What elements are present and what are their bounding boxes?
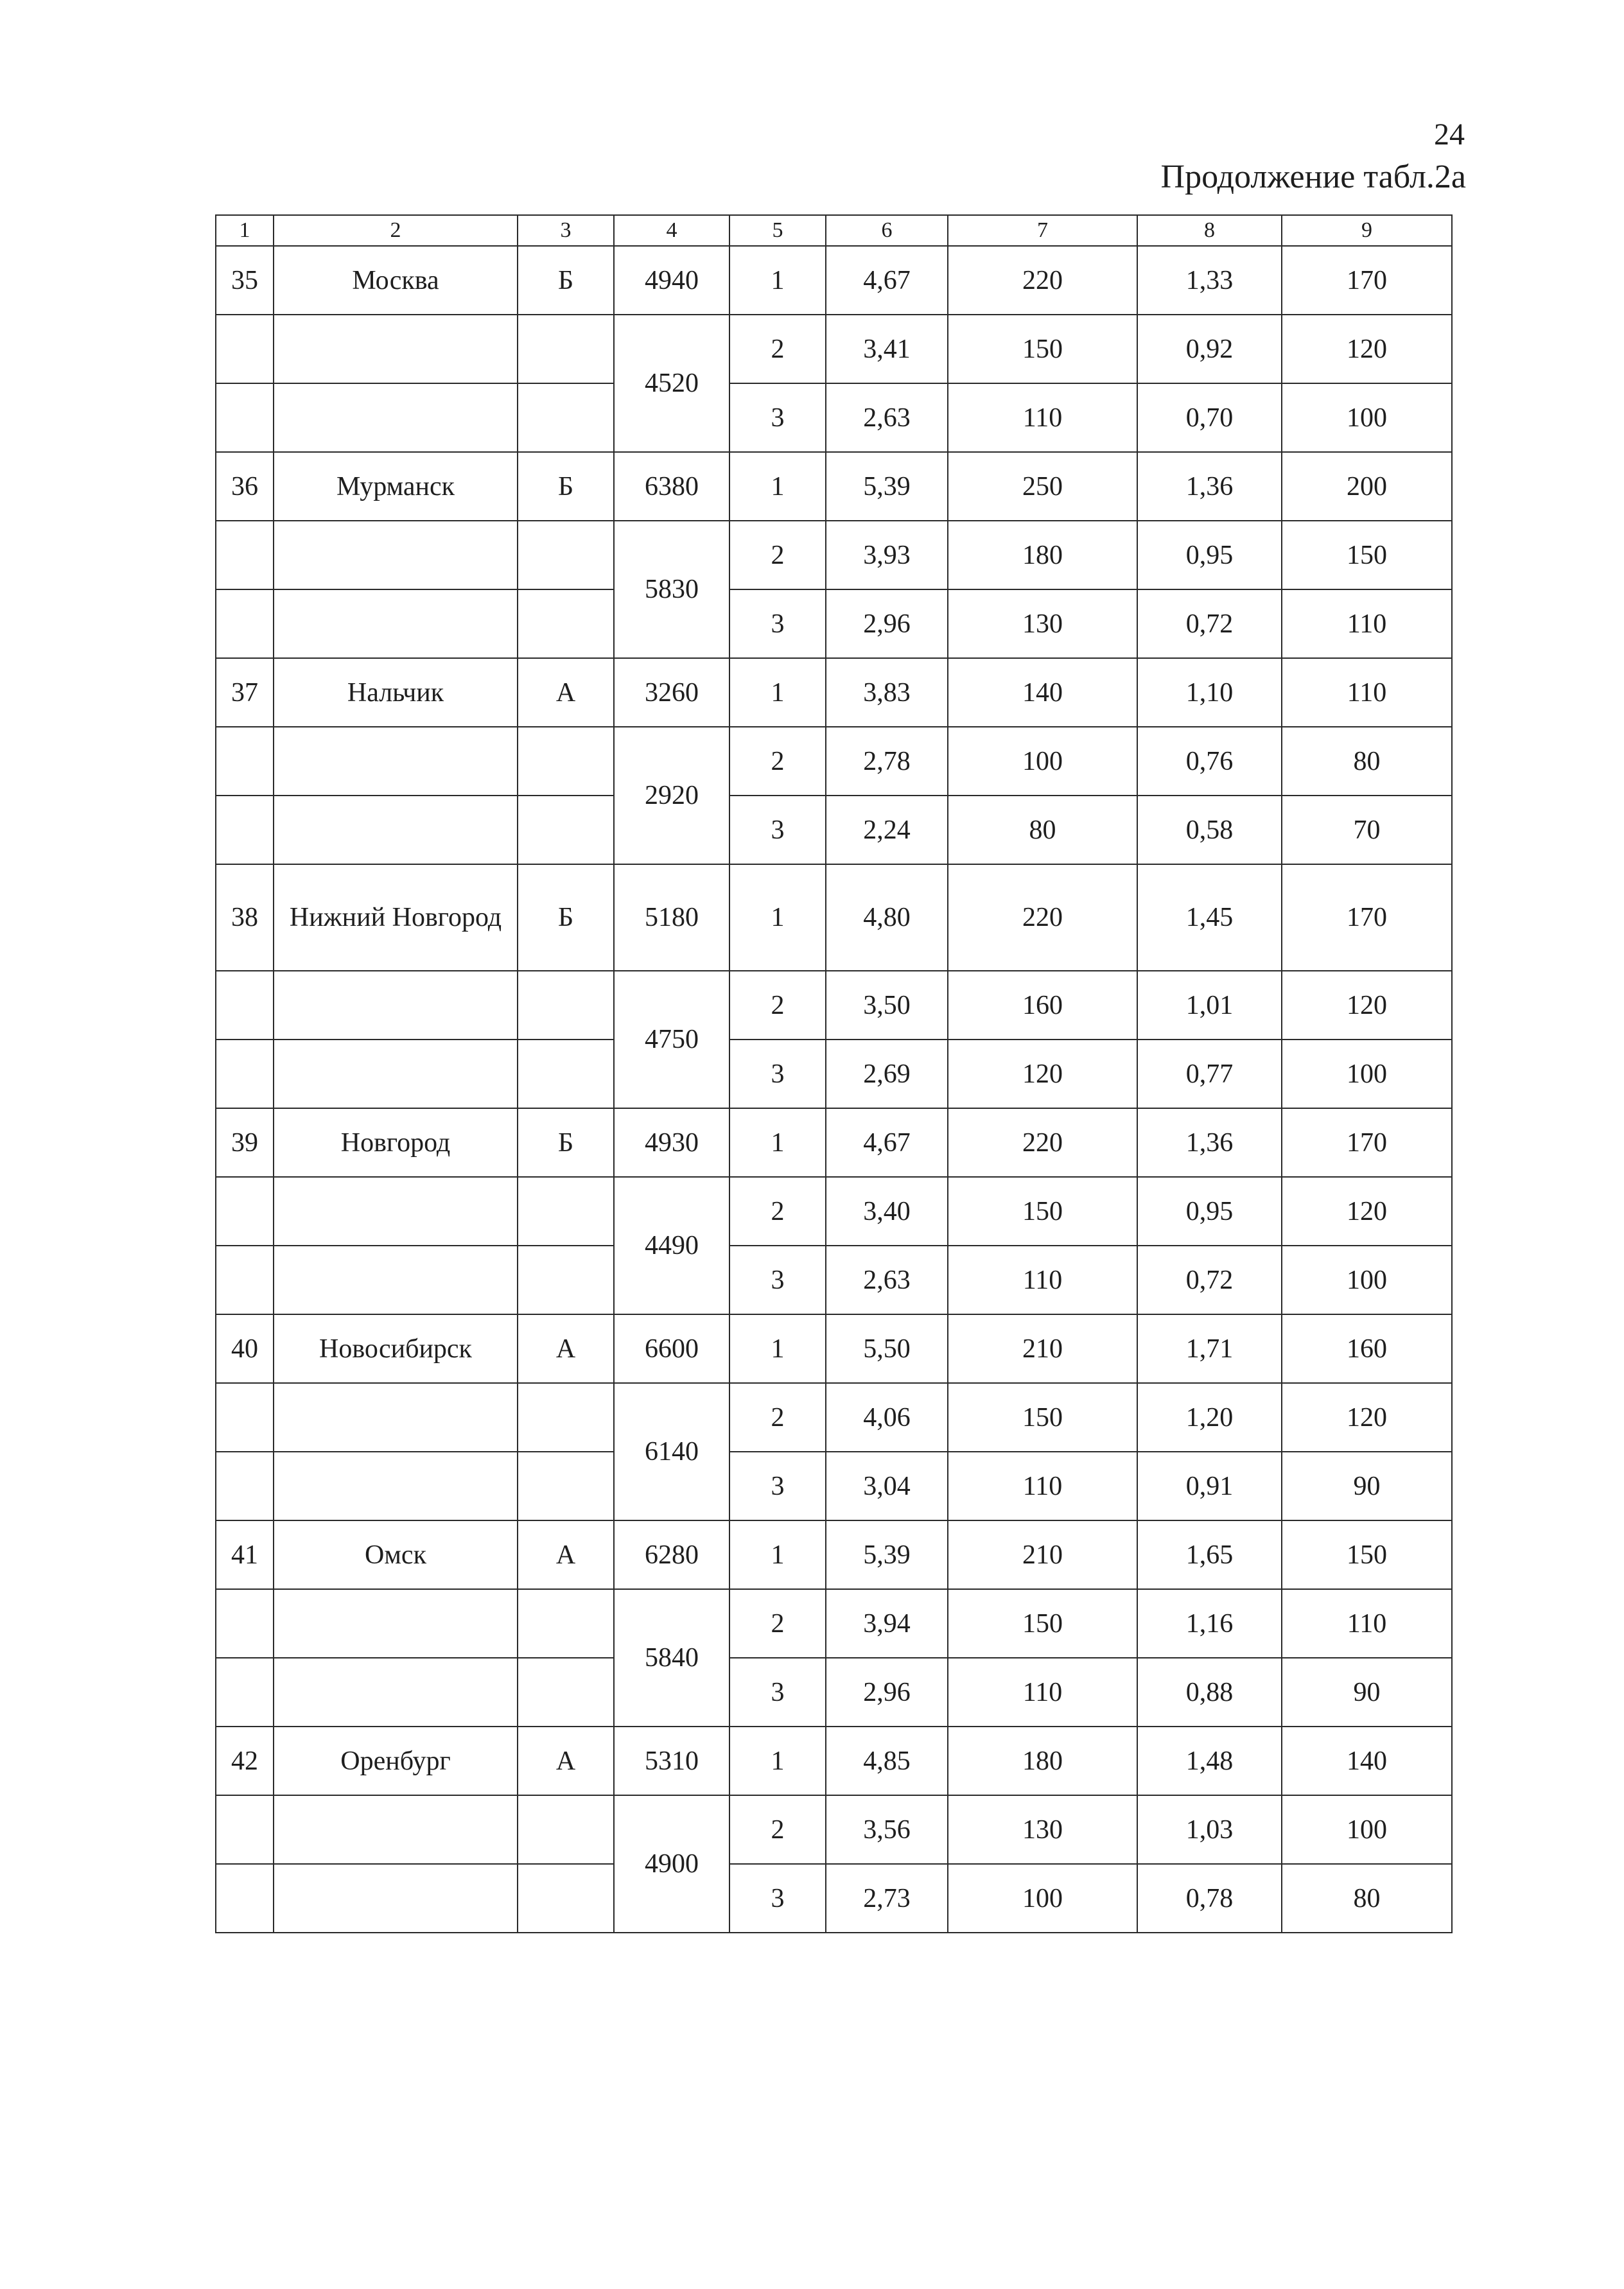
value-col4: 4520 xyxy=(614,315,729,452)
empty-cell xyxy=(274,1177,518,1246)
value-col7: 130 xyxy=(948,589,1137,658)
value-col9: 90 xyxy=(1282,1452,1452,1520)
value-col6: 4,06 xyxy=(826,1383,948,1452)
table-row xyxy=(216,971,1452,1040)
empty-cell xyxy=(518,796,614,864)
empty-cell xyxy=(274,796,518,864)
value-col5: 2 xyxy=(729,1589,826,1658)
value-col5: 2 xyxy=(729,1177,826,1246)
value-col7: 160 xyxy=(948,971,1137,1040)
empty-cell xyxy=(216,521,274,589)
empty-cell xyxy=(216,1452,274,1520)
table-row xyxy=(216,383,1452,452)
empty-cell xyxy=(216,1246,274,1314)
city-name: Мурманск xyxy=(274,452,518,521)
table-row xyxy=(216,658,1452,727)
table-row xyxy=(216,864,1452,971)
value-col4: 4490 xyxy=(614,1177,729,1314)
city-name: Новосибирск xyxy=(274,1314,518,1383)
value-col5: 1 xyxy=(729,246,826,315)
empty-cell xyxy=(518,1383,614,1452)
value-col9: 140 xyxy=(1282,1727,1452,1795)
value-col8: 0,76 xyxy=(1137,727,1282,796)
value-col7: 210 xyxy=(948,1314,1137,1383)
value-col4: 5310 xyxy=(614,1727,729,1795)
column-number: 3 xyxy=(518,215,614,246)
value-col7: 110 xyxy=(948,383,1137,452)
value-col7: 180 xyxy=(948,1727,1137,1795)
row-number: 42 xyxy=(216,1727,274,1795)
city-name: Омск xyxy=(274,1520,518,1589)
empty-cell xyxy=(518,1452,614,1520)
value-col6: 2,63 xyxy=(826,383,948,452)
column-number: 5 xyxy=(729,215,826,246)
value-col9: 110 xyxy=(1282,658,1452,727)
value-col8: 0,91 xyxy=(1137,1452,1282,1520)
value-col4: 4930 xyxy=(614,1108,729,1177)
empty-cell xyxy=(274,1589,518,1658)
empty-cell xyxy=(216,383,274,452)
value-col8: 0,95 xyxy=(1137,521,1282,589)
table-row xyxy=(216,246,1452,315)
value-col5: 3 xyxy=(729,1452,826,1520)
empty-cell xyxy=(274,383,518,452)
value-col9: 80 xyxy=(1282,727,1452,796)
value-col7: 250 xyxy=(948,452,1137,521)
value-col4: 4750 xyxy=(614,971,729,1108)
zone-letter: Б xyxy=(518,1108,614,1177)
empty-cell xyxy=(216,1383,274,1452)
row-number: 35 xyxy=(216,246,274,315)
zone-letter: А xyxy=(518,1520,614,1589)
table-row xyxy=(216,315,1452,383)
row-number: 38 xyxy=(216,864,274,971)
value-col8: 1,20 xyxy=(1137,1383,1282,1452)
value-col9: 200 xyxy=(1282,452,1452,521)
empty-cell xyxy=(216,1658,274,1727)
empty-cell xyxy=(518,1040,614,1108)
value-col7: 150 xyxy=(948,1589,1137,1658)
value-col5: 3 xyxy=(729,589,826,658)
table-row xyxy=(216,1246,1452,1314)
value-col4: 3260 xyxy=(614,658,729,727)
value-col8: 1,36 xyxy=(1137,1108,1282,1177)
value-col8: 0,88 xyxy=(1137,1658,1282,1727)
value-col4: 2920 xyxy=(614,727,729,864)
empty-cell xyxy=(518,1589,614,1658)
zone-letter: А xyxy=(518,1314,614,1383)
zone-letter: А xyxy=(518,658,614,727)
value-col9: 110 xyxy=(1282,1589,1452,1658)
value-col8: 1,45 xyxy=(1137,864,1282,971)
value-col4: 4940 xyxy=(614,246,729,315)
value-col6: 2,24 xyxy=(826,796,948,864)
value-col7: 120 xyxy=(948,1040,1137,1108)
value-col4: 6140 xyxy=(614,1383,729,1520)
value-col6: 4,67 xyxy=(826,246,948,315)
empty-cell xyxy=(216,727,274,796)
value-col6: 3,93 xyxy=(826,521,948,589)
value-col8: 0,70 xyxy=(1137,383,1282,452)
table-row xyxy=(216,1314,1452,1383)
value-col7: 80 xyxy=(948,796,1137,864)
value-col5: 2 xyxy=(729,1383,826,1452)
value-col8: 1,16 xyxy=(1137,1589,1282,1658)
value-col8: 0,77 xyxy=(1137,1040,1282,1108)
value-col5: 3 xyxy=(729,1040,826,1108)
value-col5: 1 xyxy=(729,864,826,971)
empty-cell xyxy=(216,796,274,864)
value-col8: 1,65 xyxy=(1137,1520,1282,1589)
value-col5: 2 xyxy=(729,971,826,1040)
value-col9: 90 xyxy=(1282,1658,1452,1727)
value-col9: 160 xyxy=(1282,1314,1452,1383)
value-col9: 120 xyxy=(1282,971,1452,1040)
table-row xyxy=(216,1177,1452,1246)
value-col6: 3,50 xyxy=(826,971,948,1040)
value-col5: 1 xyxy=(729,1314,826,1383)
row-number: 36 xyxy=(216,452,274,521)
empty-cell xyxy=(274,589,518,658)
empty-cell xyxy=(518,315,614,383)
value-col5: 1 xyxy=(729,1727,826,1795)
value-col4: 5840 xyxy=(614,1589,729,1727)
empty-cell xyxy=(518,383,614,452)
value-col7: 180 xyxy=(948,521,1137,589)
column-number: 4 xyxy=(614,215,729,246)
value-col8: 0,72 xyxy=(1137,1246,1282,1314)
value-col4: 4900 xyxy=(614,1795,729,1933)
value-col5: 1 xyxy=(729,1108,826,1177)
table-row xyxy=(216,796,1452,864)
value-col6: 3,56 xyxy=(826,1795,948,1864)
value-col9: 70 xyxy=(1282,796,1452,864)
value-col7: 150 xyxy=(948,1383,1137,1452)
value-col6: 2,96 xyxy=(826,589,948,658)
empty-cell xyxy=(518,1246,614,1314)
empty-cell xyxy=(518,521,614,589)
table-row xyxy=(216,1383,1452,1452)
value-col6: 4,67 xyxy=(826,1108,948,1177)
value-col8: 1,10 xyxy=(1137,658,1282,727)
value-col8: 1,33 xyxy=(1137,246,1282,315)
data-table xyxy=(215,214,1453,1933)
column-number: 2 xyxy=(274,215,518,246)
value-col8: 1,71 xyxy=(1137,1314,1282,1383)
city-name: Москва xyxy=(274,246,518,315)
value-col9: 150 xyxy=(1282,1520,1452,1589)
value-col4: 5830 xyxy=(614,521,729,658)
empty-cell xyxy=(274,1383,518,1452)
value-col5: 1 xyxy=(729,1520,826,1589)
value-col6: 3,94 xyxy=(826,1589,948,1658)
empty-cell xyxy=(216,315,274,383)
city-name: Новгород xyxy=(274,1108,518,1177)
empty-cell xyxy=(518,1864,614,1933)
empty-cell xyxy=(274,1795,518,1864)
empty-cell xyxy=(274,1864,518,1933)
value-col9: 120 xyxy=(1282,1383,1452,1452)
value-col7: 110 xyxy=(948,1246,1137,1314)
row-number: 37 xyxy=(216,658,274,727)
value-col6: 5,50 xyxy=(826,1314,948,1383)
table-row xyxy=(216,1727,1452,1795)
value-col6: 5,39 xyxy=(826,452,948,521)
value-col6: 3,41 xyxy=(826,315,948,383)
value-col9: 110 xyxy=(1282,589,1452,658)
empty-cell xyxy=(518,971,614,1040)
column-number: 8 xyxy=(1137,215,1282,246)
value-col6: 3,40 xyxy=(826,1177,948,1246)
value-col4: 5180 xyxy=(614,864,729,971)
value-col7: 130 xyxy=(948,1795,1137,1864)
empty-cell xyxy=(274,1040,518,1108)
table-row xyxy=(216,1452,1452,1520)
column-number-row xyxy=(216,215,1452,246)
value-col8: 0,58 xyxy=(1137,796,1282,864)
value-col9: 100 xyxy=(1282,1246,1452,1314)
empty-cell xyxy=(518,589,614,658)
table-row xyxy=(216,1864,1452,1933)
value-col7: 100 xyxy=(948,727,1137,796)
table-row xyxy=(216,1520,1452,1589)
empty-cell xyxy=(216,1589,274,1658)
value-col8: 1,03 xyxy=(1137,1795,1282,1864)
value-col9: 80 xyxy=(1282,1864,1452,1933)
zone-letter: А xyxy=(518,1727,614,1795)
empty-cell xyxy=(274,521,518,589)
value-col8: 1,01 xyxy=(1137,971,1282,1040)
value-col5: 3 xyxy=(729,796,826,864)
value-col6: 2,63 xyxy=(826,1246,948,1314)
empty-cell xyxy=(216,1177,274,1246)
value-col9: 120 xyxy=(1282,1177,1452,1246)
empty-cell xyxy=(274,1452,518,1520)
value-col7: 210 xyxy=(948,1520,1137,1589)
value-col7: 220 xyxy=(948,246,1137,315)
empty-cell xyxy=(518,1658,614,1727)
column-number: 1 xyxy=(216,215,274,246)
row-number: 39 xyxy=(216,1108,274,1177)
table-row xyxy=(216,727,1452,796)
value-col4: 6380 xyxy=(614,452,729,521)
value-col6: 4,85 xyxy=(826,1727,948,1795)
value-col7: 110 xyxy=(948,1452,1137,1520)
column-number: 7 xyxy=(948,215,1137,246)
row-number: 40 xyxy=(216,1314,274,1383)
value-col4: 6280 xyxy=(614,1520,729,1589)
table-row xyxy=(216,1108,1452,1177)
value-col9: 170 xyxy=(1282,864,1452,971)
value-col7: 220 xyxy=(948,1108,1137,1177)
value-col6: 3,04 xyxy=(826,1452,948,1520)
row-number: 41 xyxy=(216,1520,274,1589)
value-col8: 1,48 xyxy=(1137,1727,1282,1795)
table-caption: Продолжение табл.2а xyxy=(1160,159,1466,195)
value-col5: 3 xyxy=(729,1658,826,1727)
empty-cell xyxy=(274,1658,518,1727)
value-col5: 2 xyxy=(729,1795,826,1864)
value-col5: 1 xyxy=(729,658,826,727)
value-col8: 0,78 xyxy=(1137,1864,1282,1933)
value-col7: 110 xyxy=(948,1658,1137,1727)
value-col7: 100 xyxy=(948,1864,1137,1933)
value-col6: 2,73 xyxy=(826,1864,948,1933)
value-col5: 2 xyxy=(729,521,826,589)
empty-cell xyxy=(274,727,518,796)
value-col5: 3 xyxy=(729,1864,826,1933)
empty-cell xyxy=(216,1040,274,1108)
empty-cell xyxy=(518,1177,614,1246)
empty-cell xyxy=(274,1246,518,1314)
value-col9: 120 xyxy=(1282,315,1452,383)
value-col6: 2,96 xyxy=(826,1658,948,1727)
column-number: 6 xyxy=(826,215,948,246)
empty-cell xyxy=(518,1795,614,1864)
table-row xyxy=(216,1040,1452,1108)
value-col8: 1,36 xyxy=(1137,452,1282,521)
value-col5: 3 xyxy=(729,1246,826,1314)
value-col8: 0,95 xyxy=(1137,1177,1282,1246)
table-row xyxy=(216,1589,1452,1658)
table-row xyxy=(216,452,1452,521)
city-name: Нижний Новгород xyxy=(274,864,518,971)
value-col7: 150 xyxy=(948,315,1137,383)
value-col7: 140 xyxy=(948,658,1137,727)
value-col9: 100 xyxy=(1282,1795,1452,1864)
empty-cell xyxy=(216,971,274,1040)
value-col5: 1 xyxy=(729,452,826,521)
value-col6: 2,78 xyxy=(826,727,948,796)
value-col6: 3,83 xyxy=(826,658,948,727)
value-col6: 2,69 xyxy=(826,1040,948,1108)
value-col9: 170 xyxy=(1282,246,1452,315)
value-col9: 100 xyxy=(1282,1040,1452,1108)
empty-cell xyxy=(274,971,518,1040)
city-name: Оренбург xyxy=(274,1727,518,1795)
city-name: Нальчик xyxy=(274,658,518,727)
value-col7: 150 xyxy=(948,1177,1137,1246)
value-col5: 3 xyxy=(729,383,826,452)
value-col8: 0,92 xyxy=(1137,315,1282,383)
value-col9: 170 xyxy=(1282,1108,1452,1177)
table-row xyxy=(216,589,1452,658)
empty-cell xyxy=(518,727,614,796)
value-col8: 0,72 xyxy=(1137,589,1282,658)
zone-letter: Б xyxy=(518,452,614,521)
table-row xyxy=(216,1658,1452,1727)
value-col7: 220 xyxy=(948,864,1137,971)
value-col9: 100 xyxy=(1282,383,1452,452)
value-col6: 5,39 xyxy=(826,1520,948,1589)
column-number: 9 xyxy=(1282,215,1452,246)
zone-letter: Б xyxy=(518,246,614,315)
value-col9: 150 xyxy=(1282,521,1452,589)
zone-letter: Б xyxy=(518,864,614,971)
value-col6: 4,80 xyxy=(826,864,948,971)
table-row xyxy=(216,521,1452,589)
value-col4: 6600 xyxy=(614,1314,729,1383)
value-col5: 2 xyxy=(729,727,826,796)
empty-cell xyxy=(216,1795,274,1864)
value-col5: 2 xyxy=(729,315,826,383)
empty-cell xyxy=(216,589,274,658)
empty-cell xyxy=(216,1864,274,1933)
table-row xyxy=(216,1795,1452,1864)
empty-cell xyxy=(274,315,518,383)
page-number: 24 xyxy=(1434,117,1465,152)
